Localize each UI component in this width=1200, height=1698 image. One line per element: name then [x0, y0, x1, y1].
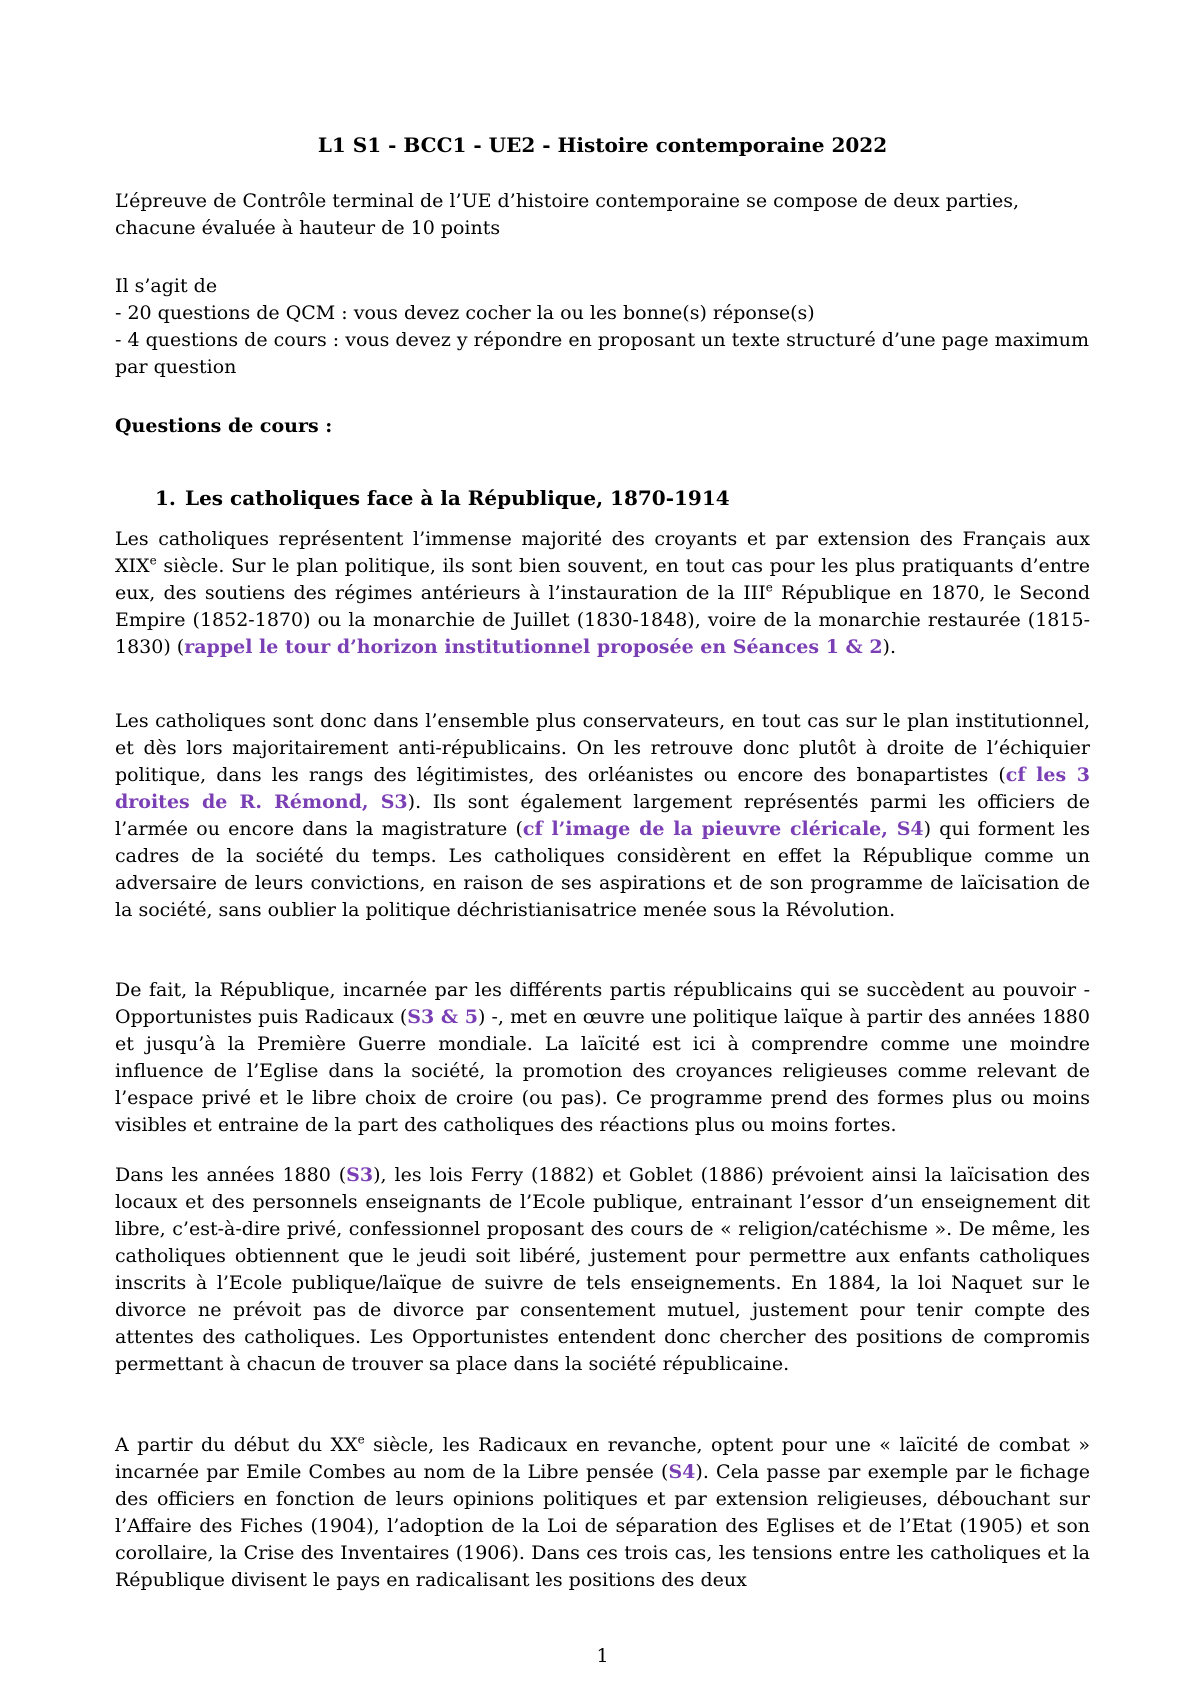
p4-text-a: Dans les années 1880 ( [115, 1164, 347, 1186]
paragraph-4 [115, 1162, 1090, 1378]
p5-sup: e [357, 1432, 365, 1447]
p1-text-b: siècle. Sur le plan politique, ils sont bien souvent, en tout cas pour les plus pratiquants d’entre eux, des soutiens des régimes antérieurs à l’instauration de la III [115, 555, 1090, 604]
p1-reference: rappel le tour d’horizon institutionnel proposée en Séances 1 & 2 [184, 636, 883, 658]
exam-item-cours: - 4 questions de cours : vous devez y répondre en proposant un texte structuré d’une page maximum par question [115, 329, 1090, 378]
paragraph-1 [115, 526, 1090, 661]
p5-text-c: ). Cela passe par exemple par le fichage des officiers en fonction de leurs opinions politiques et par extension religieuses, débouchant sur l’Affaire des Fiches (1904), l’adoption de la Loi de séparation des Eglises et de l’Etat (1905) et son corollaire, la Crise des Inventaires (1906). Dans ces trois cas, les tensions entre les catholiques et la République divisent le pays en radicalisant les positions des deux [115, 1461, 1090, 1591]
p3-text-a: De fait, la République, incarnée par les différents partis républicains qui se succèdent au pouvoir - Opportunistes puis Radicaux ( [115, 979, 1090, 1028]
section-heading [155, 485, 730, 512]
section-title: Les catholiques face à la République, 1870-1914 [185, 486, 730, 510]
paragraph-2 [115, 708, 1090, 924]
p2-text-c: ) qui forment les cadres de la société du temps. Les catholiques considèrent en effet la République comme un adversaire de leurs convictions, en raison de ses aspirations et de son programme de laïcisation de la société, sans oublier la politique déchristianisatrice menée sous la Révolution. [115, 818, 1090, 921]
p2-text-b: ). Ils sont également largement représentés parmi les officiers de l’armée ou encore dans la magistrature ( [115, 791, 1091, 840]
p4-reference: S3 [346, 1164, 374, 1186]
p2-reference-1: cf les 3 droites de R. Rémond, S3 [115, 764, 1090, 813]
intro-paragraph: L’épreuve de Contrôle terminal de l’UE d’histoire contemporaine se compose de deux parties, chacune évaluée à hauteur de 10 points [115, 190, 1020, 239]
p1-text-a: Les catholiques représentent l’immense majorité des croyants et par extension des Français aux XIX [115, 528, 1090, 577]
paragraph-5 [115, 1432, 1090, 1594]
p4-text-b: ), les lois Ferry (1882) et Goblet (1886) prévoient ainsi la laïcisation des locaux et des personnels enseignants de l’Ecole publique, entrainant l’essor d’un enseignement dit libre, c’est-à-dire privé, confessionnel proposant des cours de « religion/catéchisme ». De même, les catholiques obtiennent que le jeudi soit libéré, justement pour permettre aux enfants catholiques inscrits à l’Ecole publique/laïque de suivre de tels enseignements. En 1884, la loi Naquet sur le divorce ne prévoit pas de divorce par consentement mutuel, justement pour tenir compte des attentes des catholiques. Les Opportunistes entendent donc chercher des positions de compromis permettant à chacun de trouver sa place dans la société républicaine. [115, 1164, 1090, 1375]
exam-structure [115, 273, 1090, 381]
p3-text-b: ) -, met en œuvre une politique laïque à partir des années 1880 et jusqu’à la Première Guerre mondiale. La laïcité est ici à comprendre comme une moindre influence de l’Eglise dans la société, la promotion des croyances religieuses comme relevant de l’espace privé et le libre choix de croire (ou pas). Ce programme prend des formes plus ou moins visibles et entraine de la part des catholiques des réactions plus ou moins fortes. [115, 1006, 1090, 1136]
p5-text-b: siècle, les Radicaux en revanche, optent pour une « laïcité de combat » incarnée par Emile Combes au nom de la Libre pensée ( [115, 1434, 1090, 1483]
p5-text-a: A partir du début du XX [115, 1434, 358, 1456]
p3-reference: S3 & 5 [407, 1006, 478, 1028]
exam-lead: Il s’agit de [115, 275, 218, 297]
p1-text-c: République en 1870, le Second Empire (1852-1870) ou la monarchie de Juillet (1830-1848), voire de la monarchie restaurée (1815-1830) ( [115, 582, 1090, 658]
p1-sup-1: e [149, 553, 157, 568]
document-page [115, 0, 1090, 1698]
exam-item-qcm: - 20 questions de QCM : vous devez cocher la ou les bonne(s) réponse(s) [115, 302, 815, 324]
paragraph-3 [115, 977, 1090, 1139]
p2-text-a: Les catholiques sont donc dans l’ensemble plus conservateurs, en tout cas sur le plan institutionnel, et dès lors majoritairement anti-républicains. On les retrouve donc plutôt à droite de l’échiquier politique, dans les rangs des légitimistes, des orléanistes ou encore des bonapartistes ( [115, 710, 1090, 786]
p1-sup-2: e [765, 580, 773, 595]
document-title: L1 S1 - BCC1 - UE2 - Histoire contemporaine 2022 [317, 133, 888, 157]
page-number: 1 [596, 1645, 609, 1667]
section-label: Questions de cours : [115, 415, 333, 437]
section-number: 1. [155, 486, 176, 510]
p1-text-d: ). [882, 636, 896, 658]
p2-reference-2: cf l’image de la pieuvre cléricale, S4 [522, 818, 924, 840]
p5-reference: S4 [668, 1461, 696, 1483]
